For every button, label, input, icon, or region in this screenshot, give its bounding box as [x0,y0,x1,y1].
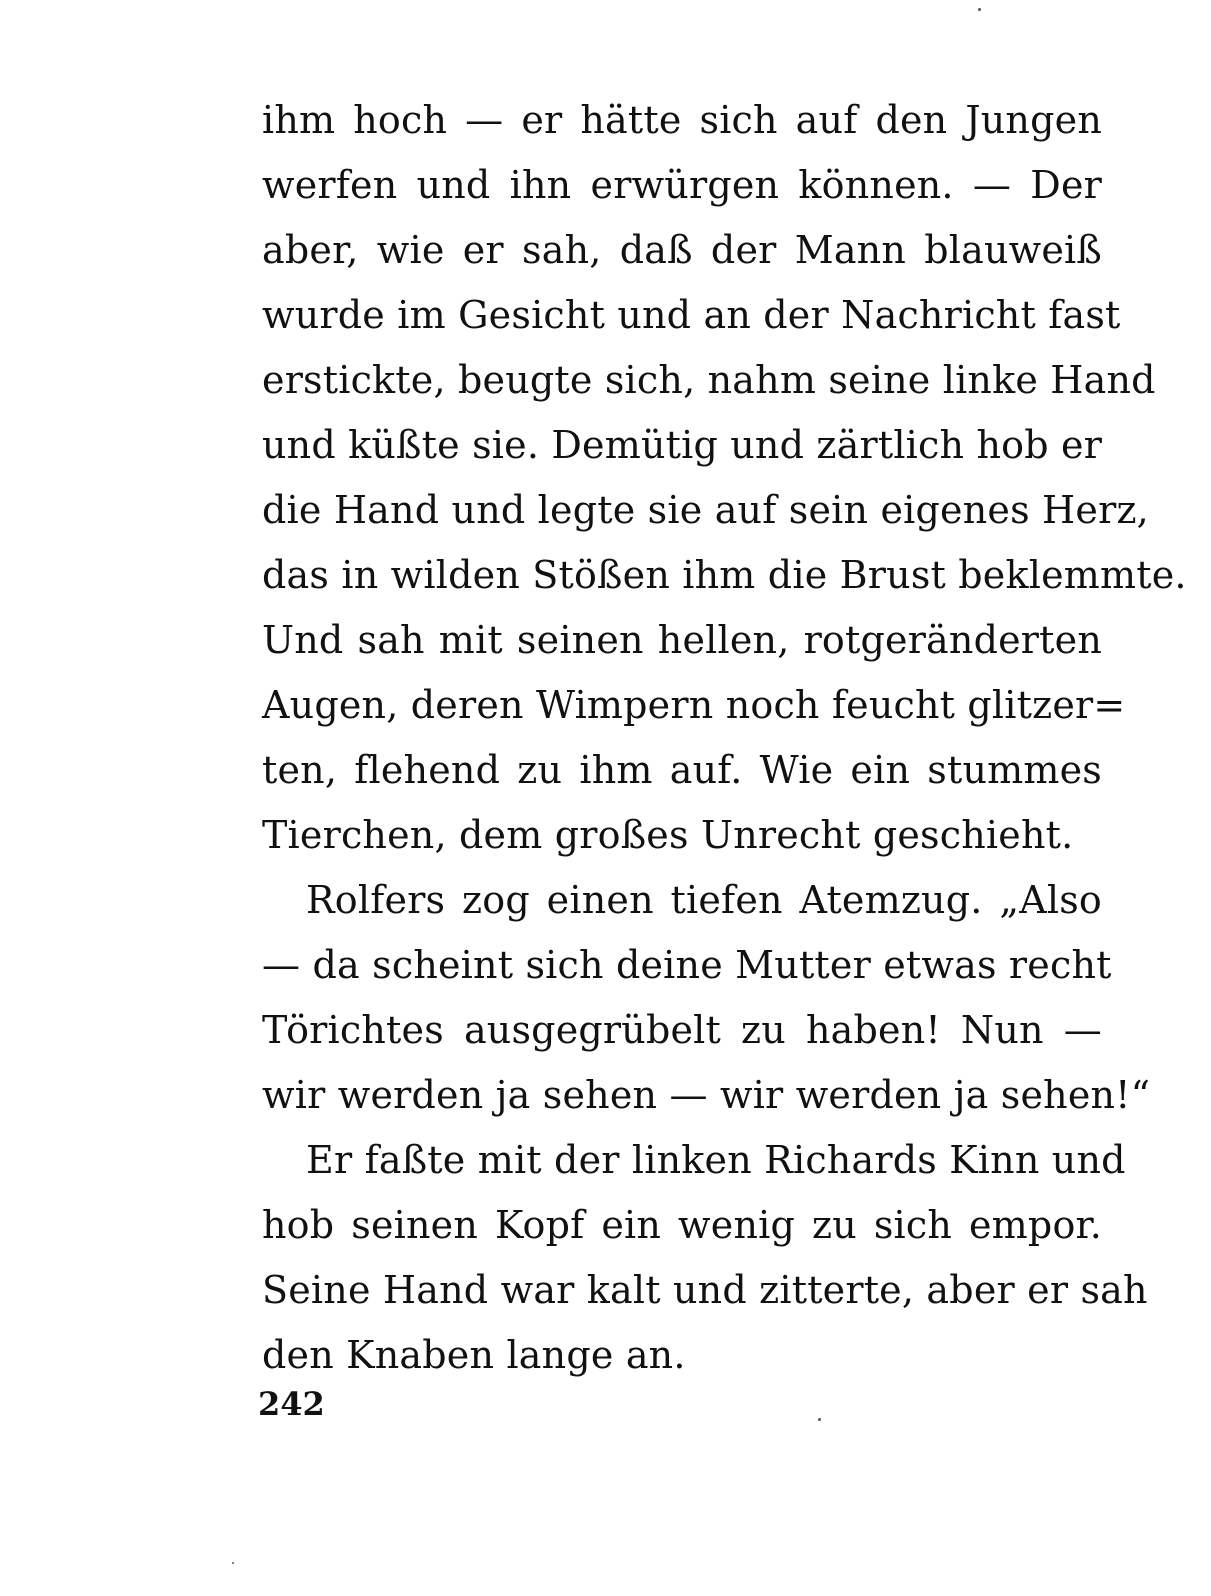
text-line: den Knaben lange an. [262,1333,686,1377]
text-line: — da scheint sich deine Mutter etwas recht [262,943,1112,987]
text-line: erstickte, beugte sich, nahm seine linke Hand [262,358,1156,402]
text-line: hob seinen Kopf ein wenig zu sich empor. [262,1203,1102,1247]
text-line: Rolfers zog einen tiefen Atemzug. „Also [306,878,1102,922]
text-line: das in wilden Stößen ihm die Brust beklemmte. [262,553,1187,597]
text-line: Und sah mit seinen hellen, rotgeränderten [262,618,1102,662]
scan-speck [232,1562,234,1564]
text-line: Tierchen, dem großes Unrecht geschieht. [262,813,1074,857]
text-line: Seine Hand war kalt und zitterte, aber er sah [262,1268,1148,1312]
text-line: wurde im Gesicht und an der Nachricht fast [262,293,1121,337]
text-line: Törichtes ausgegrübelt zu haben! Nun — [262,1008,1102,1052]
text-line: werfen und ihn erwürgen können. — Der [262,163,1102,207]
text-line: die Hand und legte sie auf sein eigenes Herz, [262,488,1149,532]
text-line: Augen, deren Wimpern noch feucht glitzer= [262,683,1126,727]
text-line: und küßte sie. Demütig und zärtlich hob er [262,423,1103,467]
text-line: ihm hoch — er hätte sich auf den Jungen [262,98,1102,142]
scan-speck [978,8,981,11]
text-line: ten, flehend zu ihm auf. Wie ein stummes [262,748,1102,792]
page-number: 242 [258,1385,325,1423]
scan-speck [818,1418,821,1421]
body-text [262,88,1187,1388]
text-line: wir werden ja sehen — wir werden ja sehen!“ [262,1073,1151,1117]
text-line: Er faßte mit der linken Richards Kinn und [306,1138,1126,1182]
text-line: aber, wie er sah, daß der Mann blauweiß [262,228,1102,272]
